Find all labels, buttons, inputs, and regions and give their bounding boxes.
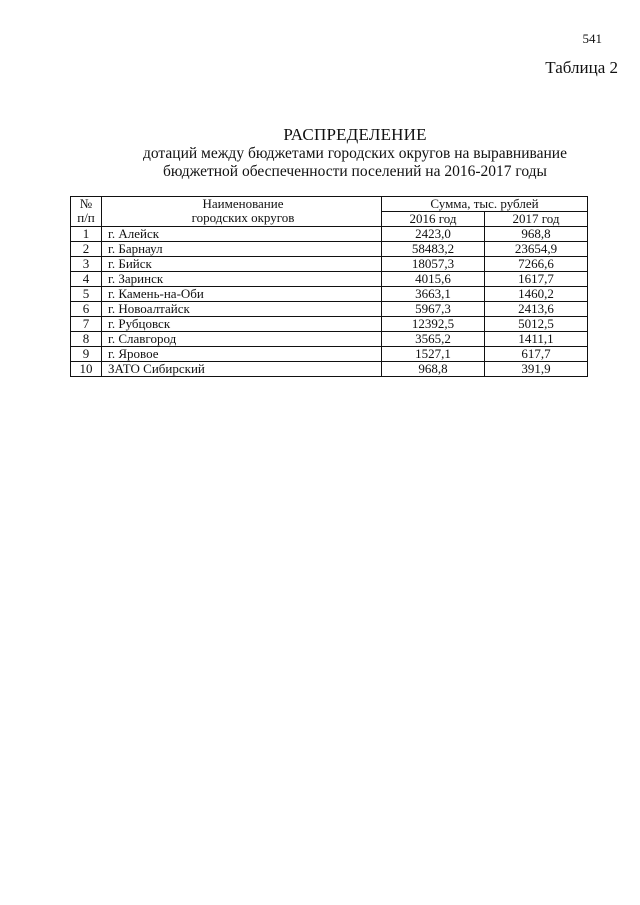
row-value-2017: 2413,6 bbox=[484, 302, 587, 317]
table-row bbox=[71, 332, 588, 347]
row-value-2016: 3565,2 bbox=[382, 332, 485, 347]
row-district-name: г. Новоалтайск bbox=[102, 302, 382, 317]
row-number: 3 bbox=[71, 257, 102, 272]
table-row bbox=[71, 302, 588, 317]
row-value-2017: 617,7 bbox=[484, 347, 587, 362]
table-row bbox=[71, 227, 588, 242]
row-value-2016: 1527,1 bbox=[382, 347, 485, 362]
row-district-name: г. Яровое bbox=[102, 347, 382, 362]
row-number: 10 bbox=[71, 362, 102, 377]
table-row bbox=[71, 317, 588, 332]
row-district-name: ЗАТО Сибирский bbox=[102, 362, 382, 377]
header-number bbox=[71, 197, 102, 227]
header-name-line-2: городских округов bbox=[191, 210, 295, 225]
table-row bbox=[71, 287, 588, 302]
row-value-2016: 18057,3 bbox=[382, 257, 485, 272]
row-district-name: г. Алейск bbox=[102, 227, 382, 242]
row-number: 4 bbox=[71, 272, 102, 287]
page-number: 541 bbox=[582, 31, 602, 46]
row-number: 5 bbox=[71, 287, 102, 302]
row-value-2017: 1460,2 bbox=[484, 287, 587, 302]
table-row bbox=[71, 242, 588, 257]
row-value-2016: 58483,2 bbox=[382, 242, 485, 257]
document-subtitle-line-2: бюджетной обеспеченности поселений на 2016-2017 годы bbox=[163, 163, 547, 180]
row-district-name: г. Бийск bbox=[102, 257, 382, 272]
document-title-block bbox=[70, 125, 640, 181]
table-row bbox=[71, 362, 588, 377]
table-row bbox=[71, 257, 588, 272]
row-value-2016: 12392,5 bbox=[382, 317, 485, 332]
row-district-name: г. Заринск bbox=[102, 272, 382, 287]
row-value-2017: 7266,6 bbox=[484, 257, 587, 272]
row-value-2016: 4015,6 bbox=[382, 272, 485, 287]
row-value-2017: 23654,9 bbox=[484, 242, 587, 257]
row-number: 7 bbox=[71, 317, 102, 332]
header-year-2017: 2017 год bbox=[484, 212, 587, 227]
header-name-line-1: Наименование bbox=[202, 196, 284, 211]
row-number: 8 bbox=[71, 332, 102, 347]
row-value-2017: 391,9 bbox=[484, 362, 587, 377]
row-district-name: г. Барнаул bbox=[102, 242, 382, 257]
row-district-name: г. Камень-на-Оби bbox=[102, 287, 382, 302]
row-value-2016: 3663,1 bbox=[382, 287, 485, 302]
row-value-2017: 1617,7 bbox=[484, 272, 587, 287]
header-year-2016: 2016 год bbox=[382, 212, 485, 227]
table-row bbox=[71, 272, 588, 287]
subsidy-table bbox=[70, 196, 588, 377]
header-sum: Сумма, тыс. рублей bbox=[382, 197, 588, 212]
header-number-line-2: п/п bbox=[77, 210, 95, 225]
row-number: 2 bbox=[71, 242, 102, 257]
header-number-line-1: № bbox=[79, 196, 93, 211]
row-number: 9 bbox=[71, 347, 102, 362]
document-title: РАСПРЕДЕЛЕНИЕ bbox=[283, 125, 427, 144]
row-value-2017: 968,8 bbox=[484, 227, 587, 242]
row-value-2016: 5967,3 bbox=[382, 302, 485, 317]
row-number: 1 bbox=[71, 227, 102, 242]
row-value-2017: 1411,1 bbox=[484, 332, 587, 347]
header-name bbox=[102, 197, 382, 227]
row-value-2017: 5012,5 bbox=[484, 317, 587, 332]
row-value-2016: 968,8 bbox=[382, 362, 485, 377]
document-subtitle-line-1: дотаций между бюджетами городских округов на выравнивание bbox=[143, 145, 567, 162]
row-value-2016: 2423,0 bbox=[382, 227, 485, 242]
table-row bbox=[71, 347, 588, 362]
row-district-name: г. Рубцовск bbox=[102, 317, 382, 332]
table-body bbox=[71, 227, 588, 377]
row-district-name: г. Славгород bbox=[102, 332, 382, 347]
row-number: 6 bbox=[71, 302, 102, 317]
table-header-row bbox=[71, 197, 588, 212]
table-caption: Таблица 2 bbox=[545, 58, 618, 77]
